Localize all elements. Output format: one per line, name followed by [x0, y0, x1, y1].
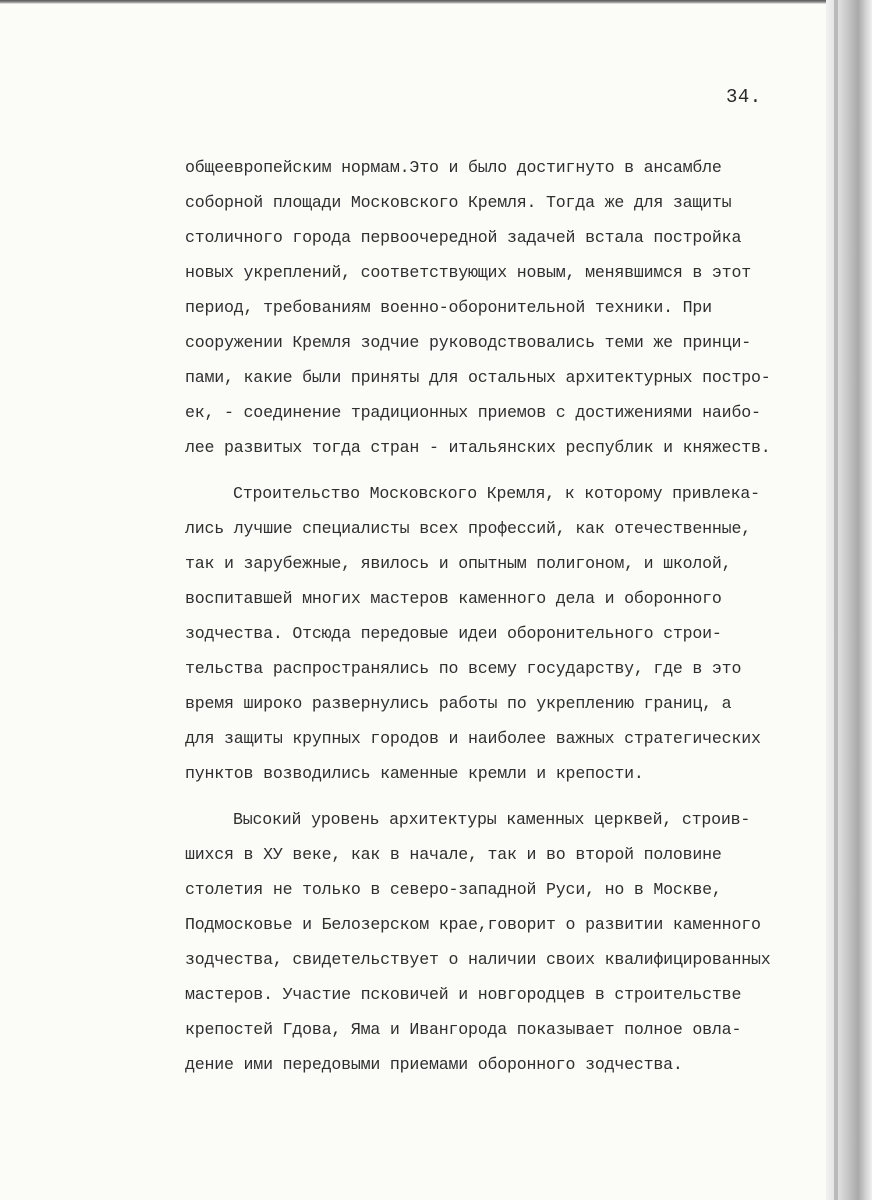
text-line: лее развитых тогда стран - итальянских республик и княжеств.: [185, 438, 771, 457]
text-line: Высокий уровень архитектуры каменных церквей, строив-: [233, 810, 751, 829]
text-line: ек, - соединение традиционных приемов с достижениями наибо-: [185, 403, 761, 422]
page-number: 34.: [726, 86, 762, 108]
text-line: период, требованиям военно-оборонительной техники. При: [185, 298, 712, 317]
text-line: тельства распространялись по всему государству, где в это: [185, 659, 742, 678]
text-line: новых укреплений, соответствующих новым, менявшимся в этот: [185, 263, 751, 282]
text-line: зодчества, свидетельствует о наличии своих квалифицированных: [185, 950, 771, 969]
text-line: воспитавшей многих мастеров каменного дела и оборонного: [185, 589, 722, 608]
text-line: сооружении Кремля зодчие руководствовались теми же принци-: [185, 333, 751, 352]
text-line: соборной площади Московского Кремля. Тогда же для защиты: [185, 193, 732, 212]
scan-binding-edge: [826, 0, 872, 1200]
text-line: для защиты крупных городов и наиболее важных стратегических: [185, 729, 761, 748]
text-line: зодчества. Отсюда передовые идеи оборонительного строи-: [185, 624, 722, 643]
text-line: дение ими передовыми приемами оборонного зодчества.: [185, 1055, 683, 1074]
text-line: крепостей Гдова, Яма и Ивангорода показывает полное овла-: [185, 1020, 742, 1039]
text-line: мастеров. Участие псковичей и новгородцев в строительстве: [185, 985, 742, 1004]
text-line: Подмосковье и Белозерском крае,говорит о развитии каменного: [185, 915, 761, 934]
text-line: столетия не только в северо-западной Руси, но в Москве,: [185, 880, 722, 899]
scan-binding-shadow: [834, 0, 838, 1200]
text-line: время широко развернулись работы по укреплению границ, а: [185, 694, 732, 713]
text-line: пами, какие были приняты для остальных архитектурных постро-: [185, 368, 771, 387]
text-line: общеевропейским нормам.Это и было достигнуто в ансамбле: [185, 158, 722, 177]
text-line: так и зарубежные, явилось и опытным полигоном, и школой,: [185, 554, 732, 573]
text-line: столичного города первоочередной задачей встала постройка: [185, 228, 742, 247]
text-line: шихся в ХУ веке, как в начале, так и во второй половине: [185, 845, 722, 864]
scan-top-edge: [0, 0, 830, 4]
text-line: пунктов возводились каменные кремли и крепости.: [185, 764, 644, 783]
text-line: Строительство Московского Кремля, к которому привлека-: [233, 484, 760, 503]
text-line: лись лучшие специалисты всех профессий, как отечественные,: [185, 519, 751, 538]
